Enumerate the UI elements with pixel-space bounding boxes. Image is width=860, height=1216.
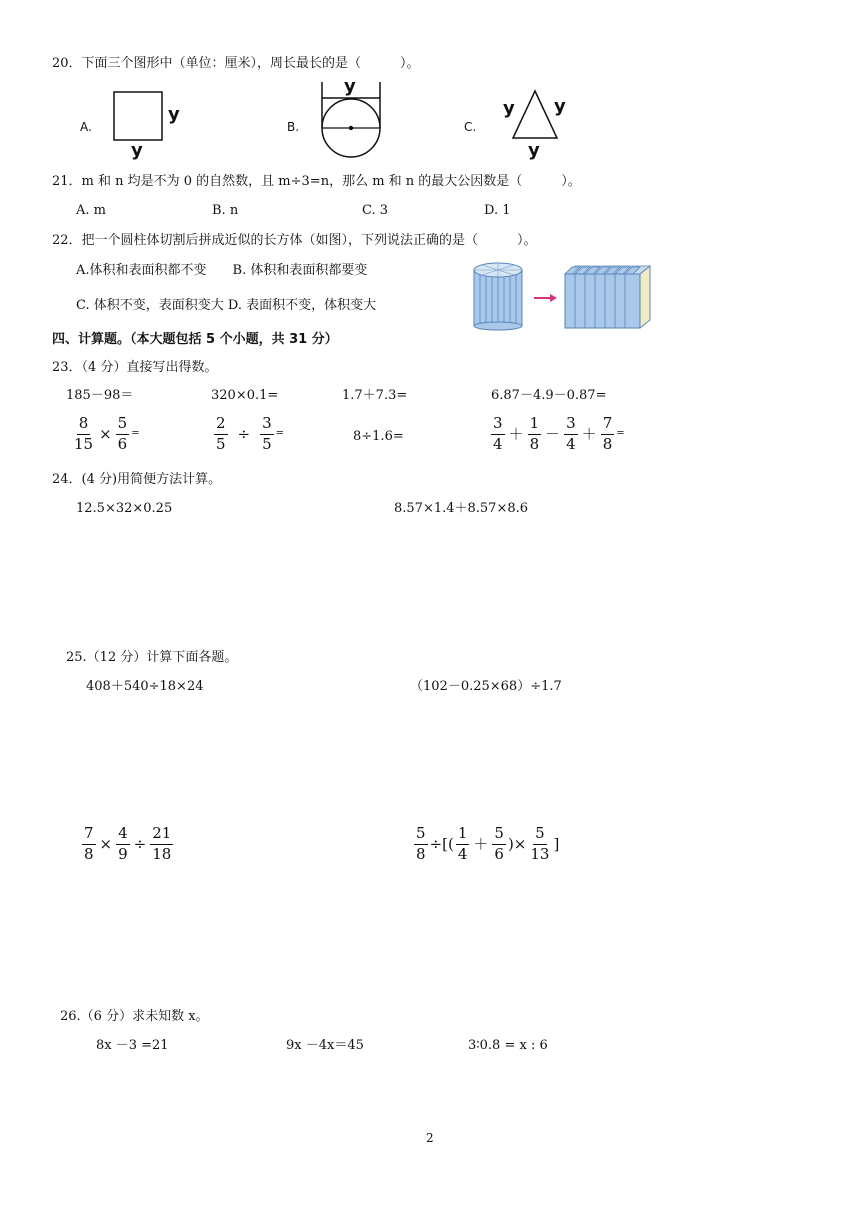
q25-item-4: $\frac{5}{8}$ ÷[( $\frac{1}{4}$ ＋ $\frac{5}{6}$ )× $\frac{5}{13}$ ]	[416, 824, 560, 863]
q21-text: 21．m 和 n 均是不为 0 的自然数，且 m÷3=n，那么 m 和 n 的最大公因数是（ ）。	[52, 174, 581, 189]
page-number: 2	[426, 1131, 434, 1145]
q24-item-2: 8.57×1.4＋8.57×8.6	[394, 501, 529, 516]
q25-text: 25.（12 分）计算下面各题。	[66, 650, 238, 665]
q23-item-6: $\frac{2}{5}$ ÷ $\frac{3}{5}$ =	[216, 414, 285, 453]
q21-option-a: A. m	[76, 203, 106, 218]
q26-item-1: 8x －3 =21	[96, 1038, 169, 1053]
square-figure	[112, 90, 192, 162]
q23-item-5: $\frac{8}{15}$ × $\frac{5}{6}$ =	[74, 414, 140, 453]
q21-option-b: B. n	[212, 203, 239, 218]
q23-text: 23．（4 分）直接写出得数。	[52, 360, 218, 375]
equals-sign: =	[131, 428, 140, 440]
q25-item-2: （102－0.25×68）÷1.7	[410, 679, 562, 694]
figure-a-label: A.	[80, 120, 92, 134]
q26-item-3: 3∶0.8 = x : 6	[468, 1038, 548, 1053]
q23-item-1: 185－98＝	[66, 388, 134, 403]
triangle-side-label-right: y	[554, 96, 566, 117]
q25-item-1: 408＋540÷18×24	[86, 679, 204, 694]
cylinder-to-cuboid-figure	[470, 258, 660, 332]
q26-item-2: 9x －4x＝45	[286, 1038, 364, 1053]
q22-options-ab: A.体积和表面积都不变 B. 体积和表面积都要变	[76, 263, 368, 278]
q24-text: 24．(4 分)用简便方法计算。	[52, 472, 222, 487]
circle-diameter-label: y	[344, 76, 356, 97]
q25-item-3: $\frac{7}{8}$ × $\frac{4}{9}$ ÷ $\frac{21}{18}$	[84, 824, 172, 863]
q23-item-7: 8÷1.6=	[353, 429, 404, 444]
q23-item-4: 6.87－4.9－0.87=	[491, 388, 607, 403]
q23-item-2: 320×0.1=	[211, 388, 279, 403]
q21-option-d: D. 1	[484, 203, 511, 218]
q23-item-8: $\frac{3}{4}$ ＋ $\frac{1}{8}$ － $\frac{3}{4}$ ＋ $\frac{7}{8}$ =	[493, 414, 625, 453]
q22-text: 22．把一个圆柱体切割后拼成近似的长方体（如图），下列说法正确的是（ ）。	[52, 233, 537, 248]
figure-b-label: B.	[287, 120, 300, 134]
equals-sign: =	[275, 428, 285, 440]
q20-text: 20．下面三个图形中（单位：厘米），周长最长的是（ ）。	[52, 56, 420, 71]
triangle-side-label-bottom: y	[528, 140, 540, 161]
q21-option-c: C. 3	[362, 203, 389, 218]
q26-text: 26.（6 分）求未知数 x。	[60, 1009, 209, 1024]
q23-item-3: 1.7＋7.3=	[342, 388, 408, 403]
figure-c-label: C.	[464, 120, 477, 134]
equals-sign: =	[616, 428, 625, 440]
triangle-side-label-left: y	[503, 98, 515, 119]
q24-item-1: 12.5×32×0.25	[76, 501, 173, 516]
q22-options-cd: C. 体积不变，表面积变大 D. 表面积不变，体积变大	[76, 298, 377, 313]
section-4-heading: 四、计算题。（本大题包括 5 个小题，共 31 分）	[52, 332, 338, 347]
triangle-figure	[510, 88, 560, 144]
square-side-label-bottom: y	[131, 140, 143, 161]
square-side-label-right: y	[168, 104, 180, 125]
